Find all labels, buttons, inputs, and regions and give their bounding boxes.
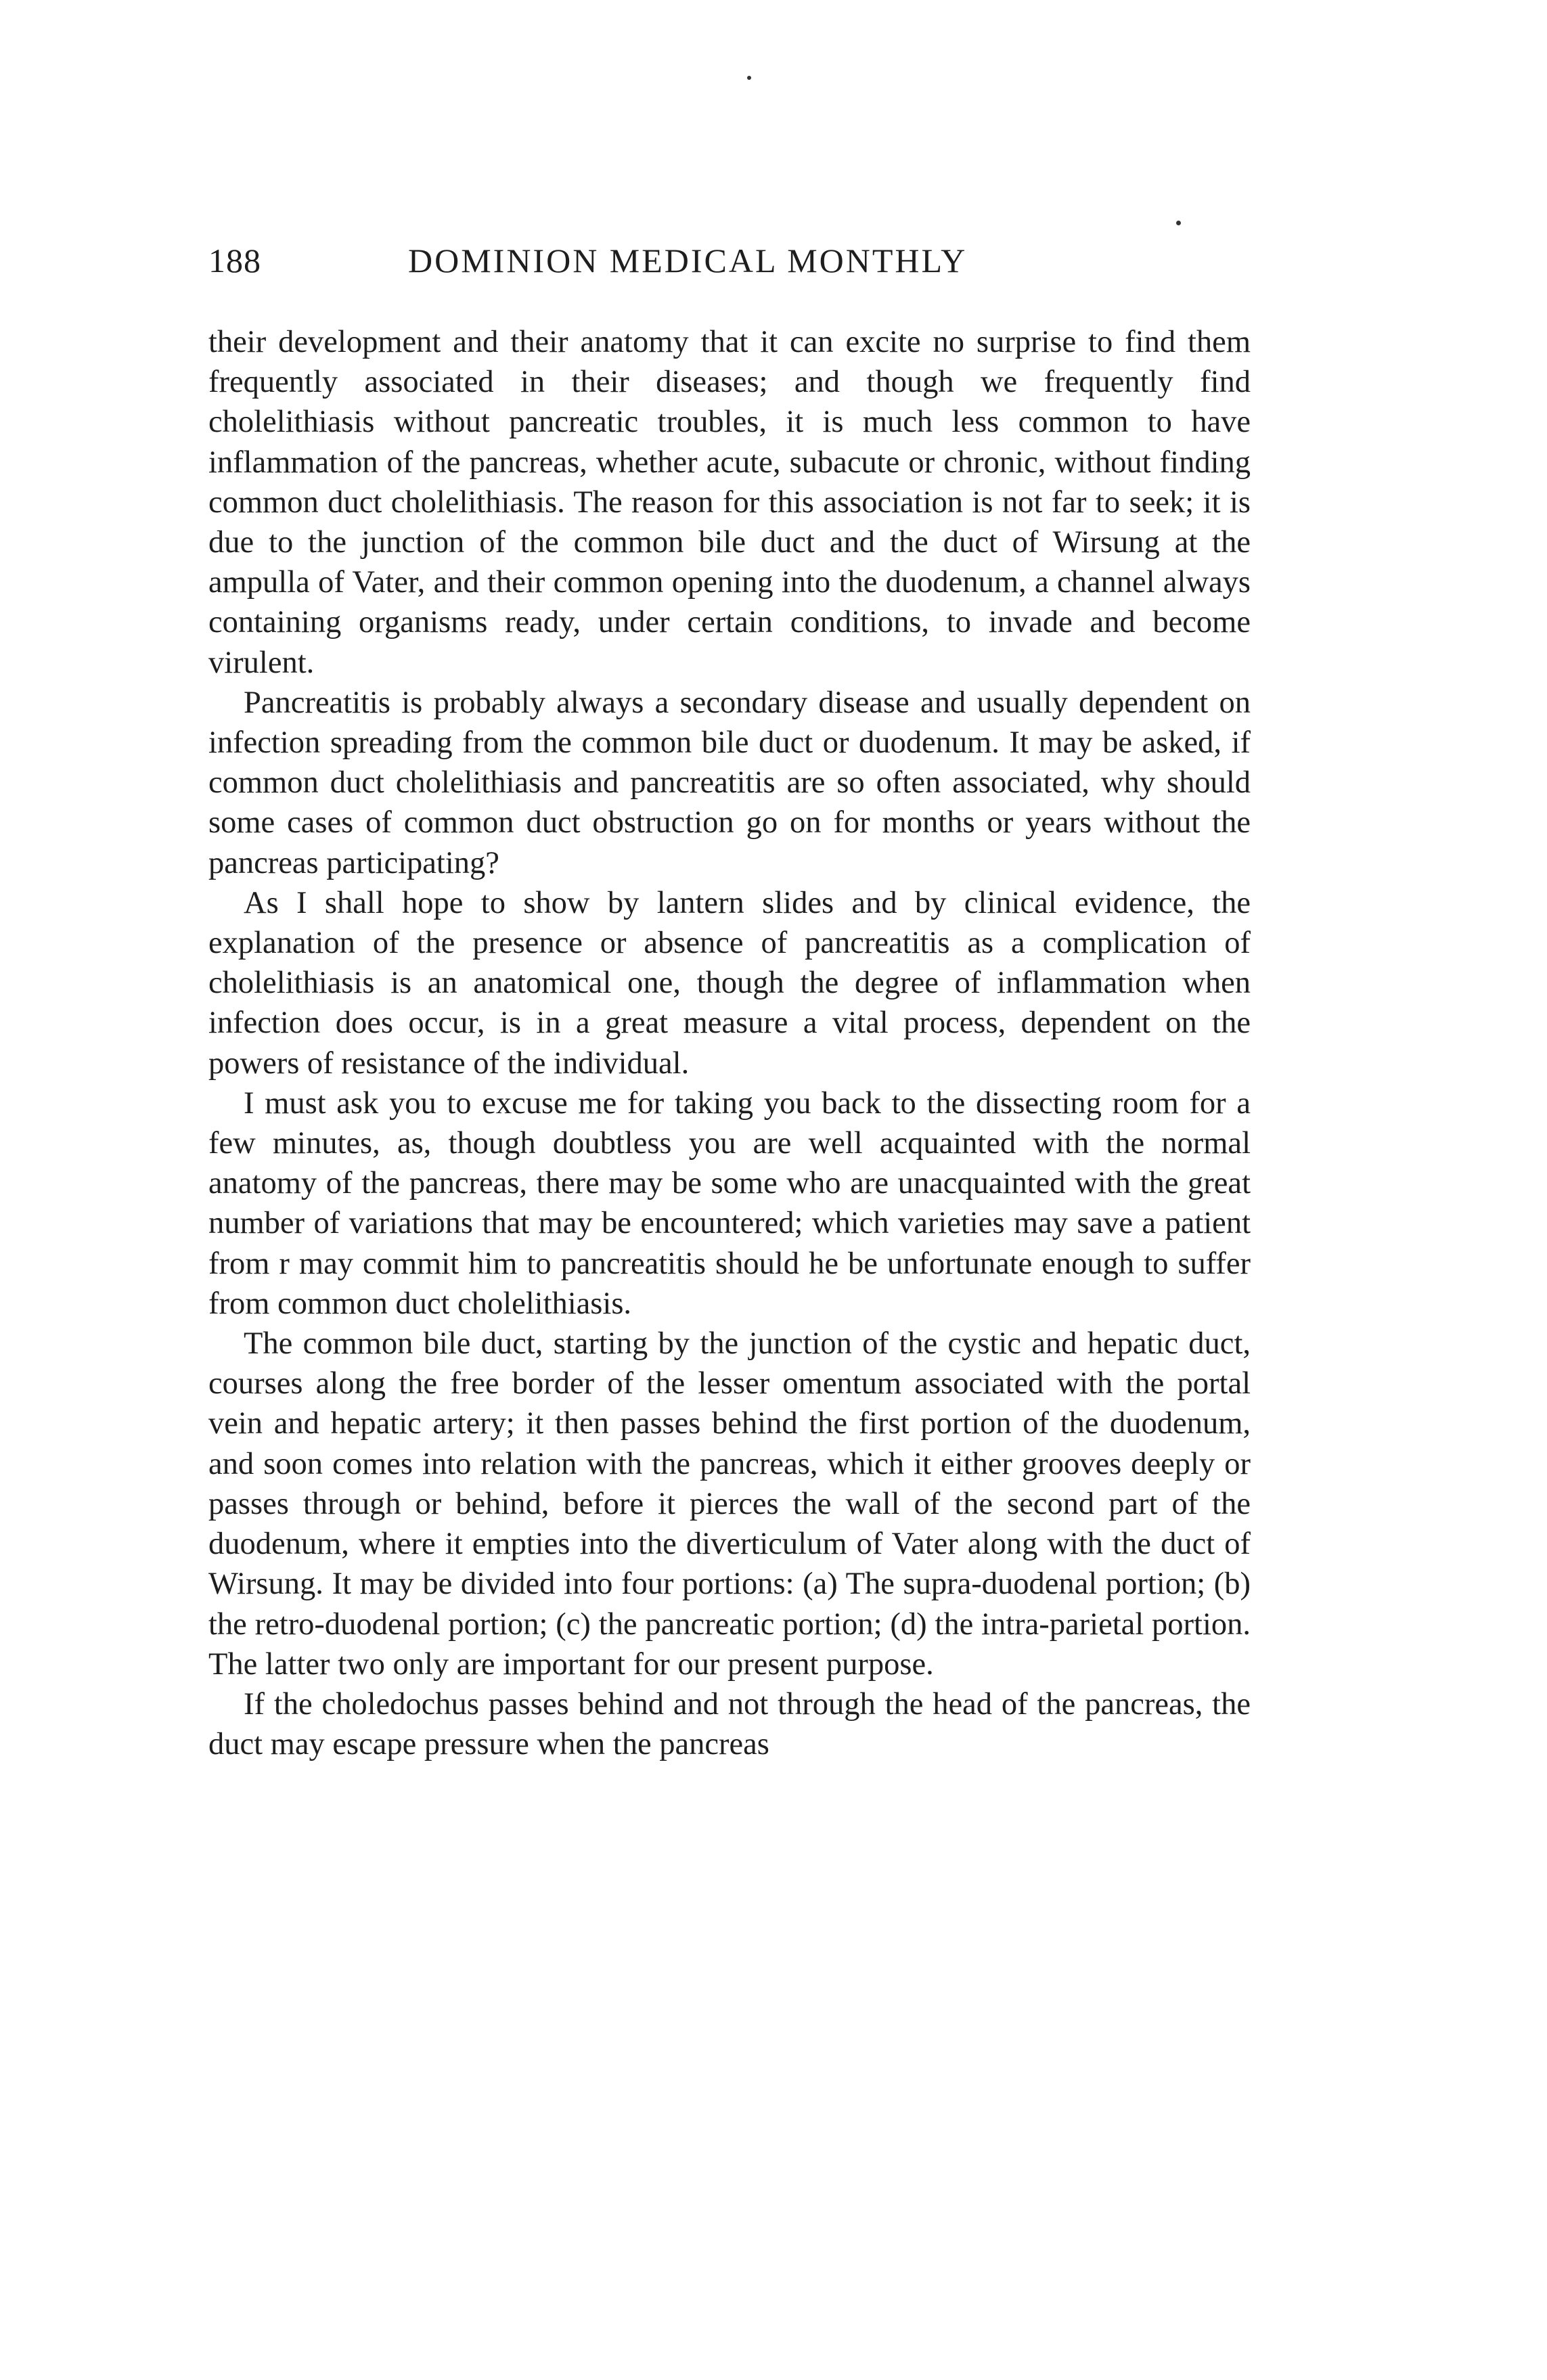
paragraph: The common bile duct, starting by the junction of the cystic and hepatic duct, courses along the free border of the lesser omentum associated with the portal vein and hepatic artery; it then passes behind the first portion of the duodenum, and soon comes into relation with the pancreas, which it either grooves deeply or passes through or behind, before it pierces the wall of the second part of the duodenum, where it empties into the diverticulum of Vater along with the duct of Wirsung. It may be divided into four portions: (a) The supra-duodenal portion; (b) the retro-duodenal portion; (c) the pancreatic portion; (d) the intra-parietal portion. The latter two only are important for our present purpose. [208,1326,1251,1682]
running-head: DOMINION MEDICAL MONTHLY [408,242,968,279]
paragraph: If the choledochus passes behind and not through the head of the pancreas, the duct may escape pressure when the pancreas [208,1686,1251,1762]
body-text [208,322,1251,1764]
page-header [208,241,1251,295]
paragraph: I must ask you to excuse me for taking you back to the dissecting room for a few minutes, as, though doubtless you are well acquainted with the normal anatomy of the pancreas, there may be some who are unacquainted with the great number of variations that may be encountered; which varieties may save a patient from r may commit him to pancreatitis should he be unfortunate enough to suffer from common duct cholelithiasis. [208,1085,1251,1321]
paragraph: As I shall hope to show by lantern slides and by clinical evidence, the explanation of the presence or absence of pancreatitis as a complication of cholelithiasis is an anatomical one, though the degree of inflammation when infection does occur, is in a great measure a vital process, dependent on the powers of resistance of the individual. [208,885,1251,1081]
paragraph: their development and their anatomy that it can excite no surprise to find them frequently associated in their diseases; and though we frequently find cholelithiasis without pancreatic troubles, it is much less common to have inflammation of the pancreas, whether acute, subacute or chronic, without finding common duct cholelithiasis. The reason for this association is not far to seek; it is due to the junction of the common bile duct and the duct of Wirsung at the ampulla of Vater, and their common opening into the duodenum, a channel always containing organisms ready, under certain conditions, to invade and become virulent. [208,325,1251,680]
print-speck [1176,221,1181,225]
print-speck [747,76,751,80]
paragraph: Pancreatitis is probably always a secondary disease and usually dependent on infection spreading from the common bile duct or duodenum. It may be asked, if common duct cholelithiasis and pancreatitis are so often associated, why should some cases of common duct obstruction go on for months or years without the pancreas participating? [208,685,1251,880]
page-number: 188 [208,242,261,279]
